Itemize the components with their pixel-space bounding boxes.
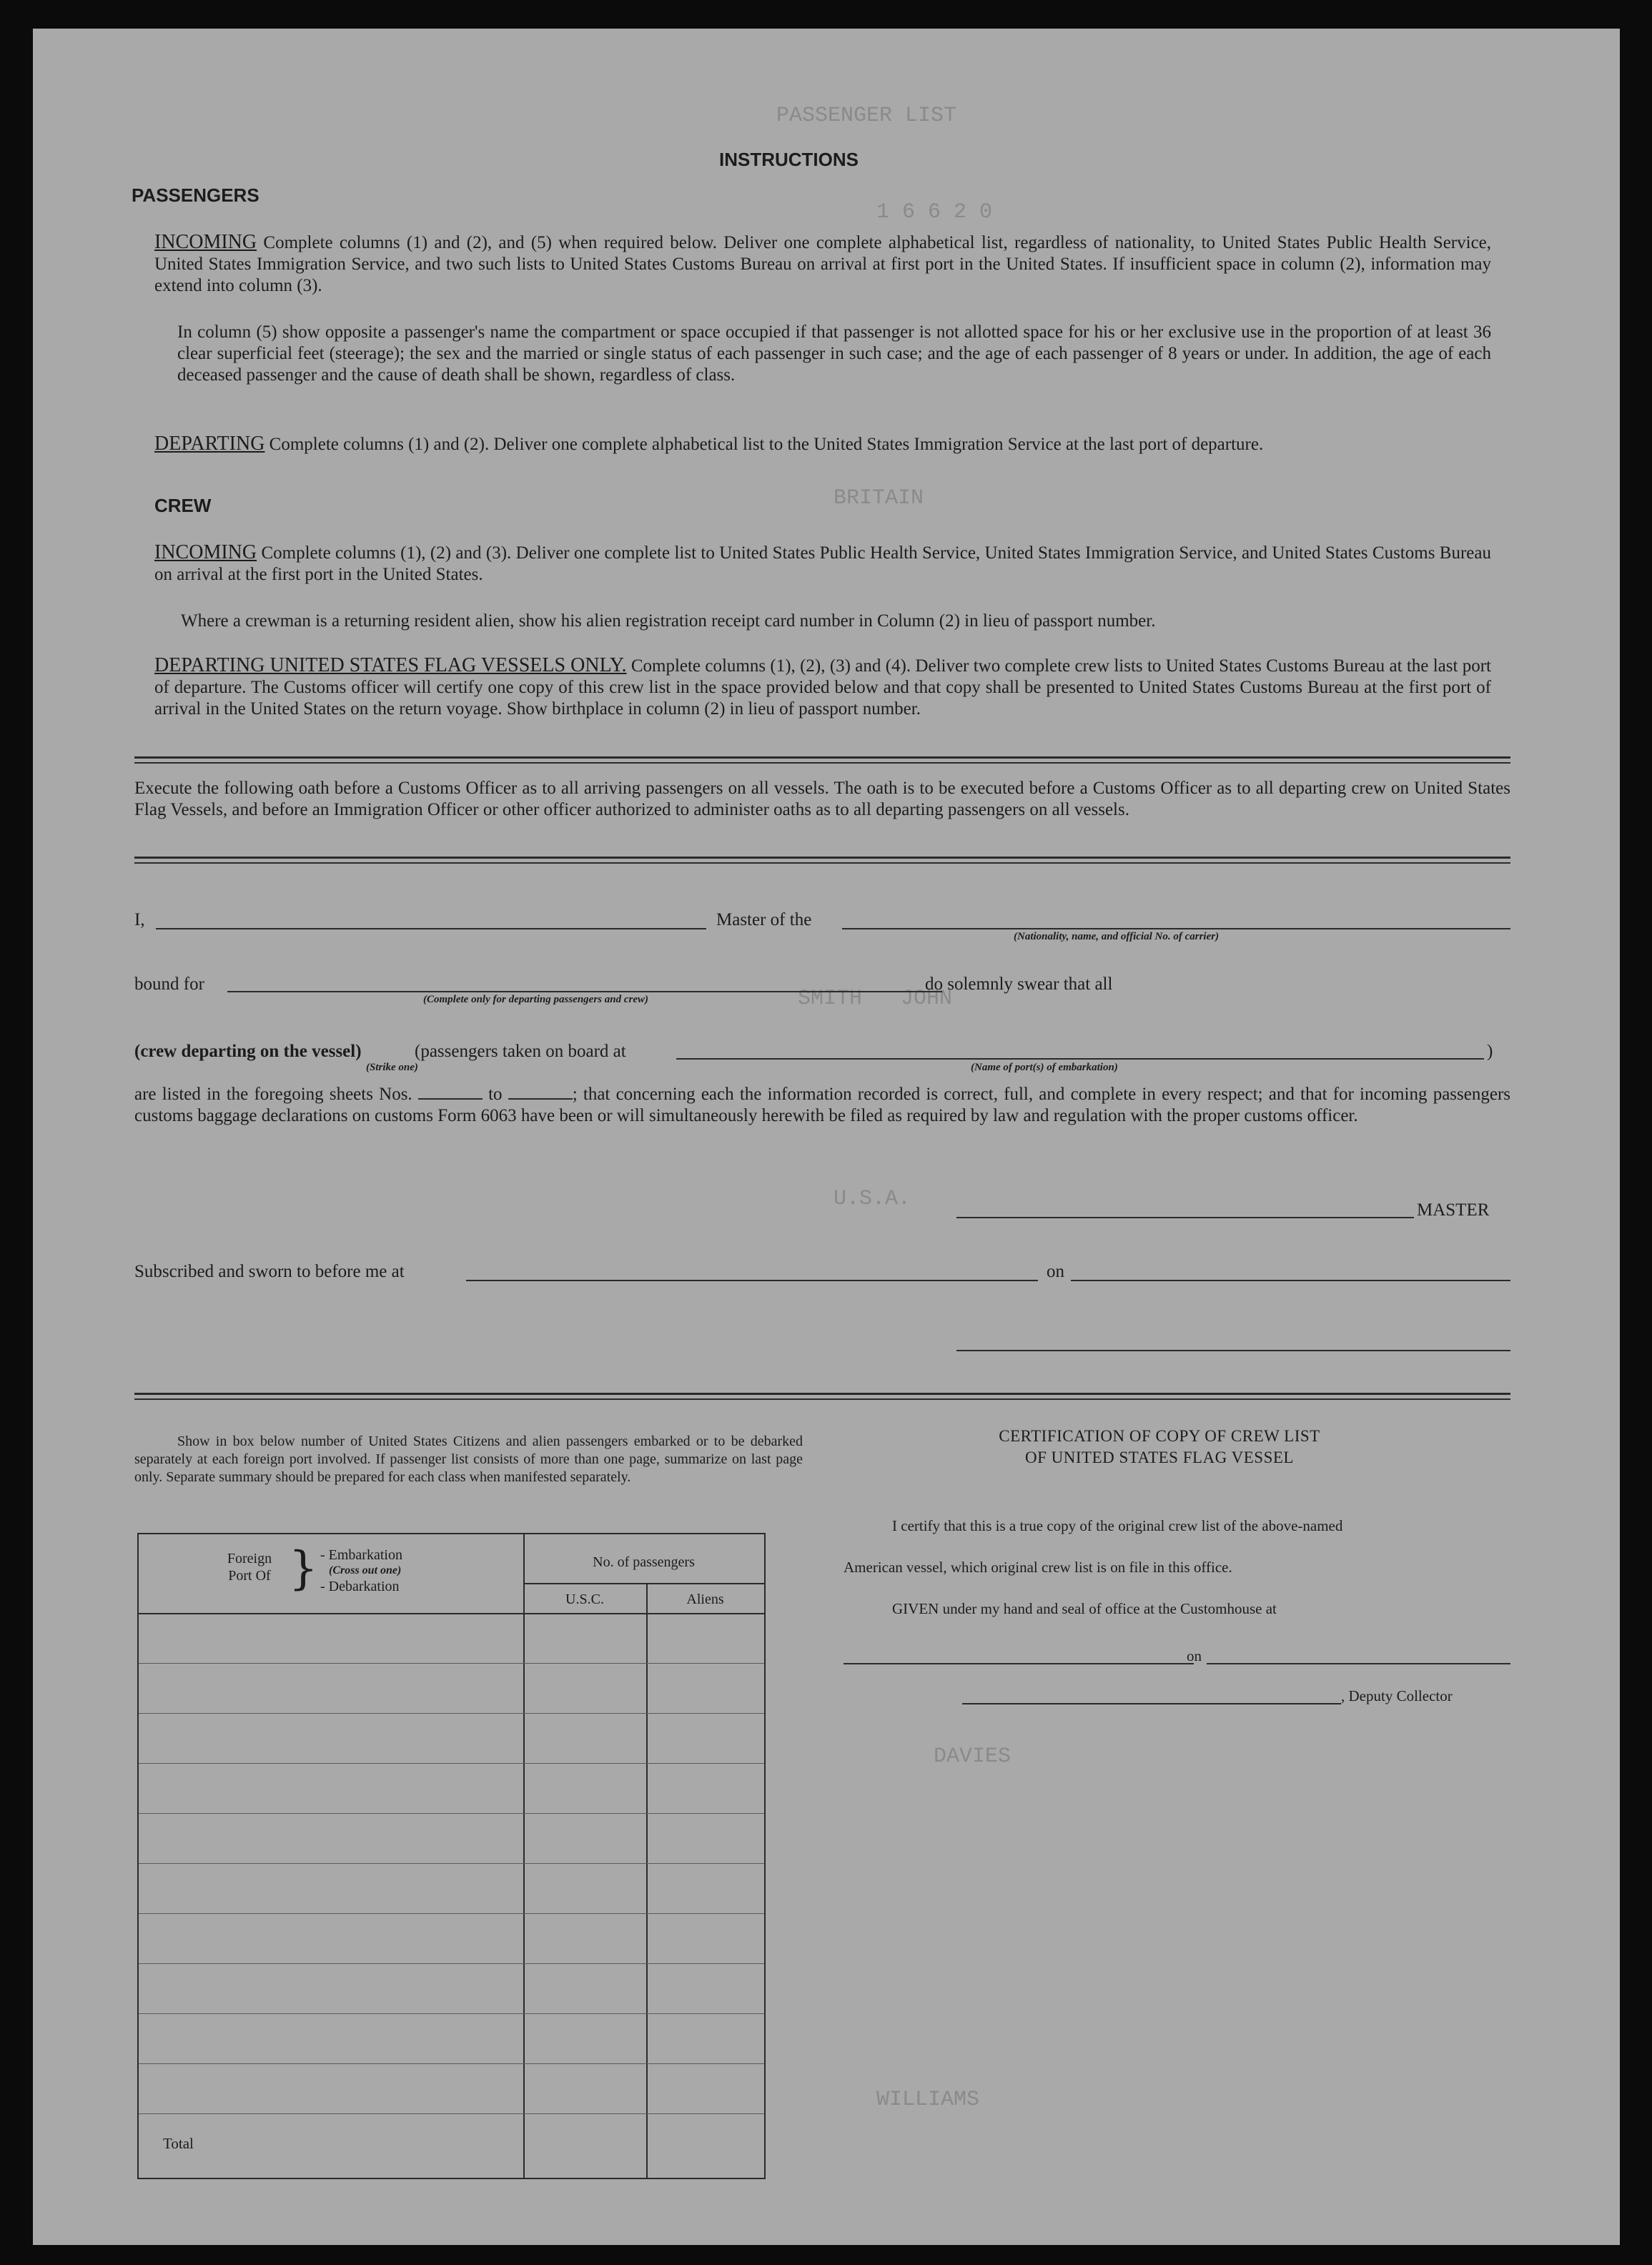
section-divider (134, 1393, 1510, 1395)
crew-departing-option[interactable]: (crew departing on the vessel) (134, 1042, 362, 1061)
carrier-caption: (Nationality, name, and official No. of carrier) (1014, 931, 1220, 942)
embarkation-port-field[interactable] (676, 1058, 1484, 1060)
section-divider (134, 762, 1510, 764)
departing-flag-text: Complete columns (1), (2), (3) and (4). Deliver two complete crew lists to United States Customs Bureau at the last port of departure. The Customs officer will certify one copy of this crew list in the space provided below and that copy shall be presented to United States Customs Bureau at the first port of arrival in the United States on the return voyage. Show birthplace in column (2) in lieu of passport number. (154, 656, 1492, 719)
column-5-paragraph: In column (5) show opposite a passenger's name the compartment or space occupied if that passenger is not allotted space for his or her exclusive use in the proportion of at least 36 clear superficial feet (steerage); the sex and the married or single status of each passenger in such case; and the age of each passenger of 8 years or under. In addition, the age of each deceased passenger and the cause of death shall be shown, regardless of class. (177, 322, 1491, 385)
sheet-from-field[interactable] (418, 1085, 483, 1100)
cert-date-field[interactable] (1207, 1663, 1510, 1664)
departing-flag-paragraph (154, 655, 1491, 720)
departing-flag-label: DEPARTING UNITED STATES FLAG VESSELS ONLY. (154, 654, 627, 676)
bracket-icon: } (289, 1542, 318, 1595)
bound-for-label: bound for (134, 974, 204, 994)
crew-incoming-paragraph (154, 542, 1491, 586)
embarkation-label: - Embarkation (320, 1547, 402, 1563)
master-of-the-label: Master of the (716, 910, 812, 929)
certify-line-2: American vessel, which original crew list is on file in this office. (844, 1559, 1232, 1576)
departing-passengers-paragraph (154, 433, 1491, 455)
section-divider (134, 862, 1510, 864)
carrier-field[interactable] (842, 928, 1510, 929)
total-label: Total (163, 2135, 194, 2152)
crew-incoming-label: INCOMING (154, 541, 257, 563)
passengers-heading: PASSENGERS (132, 184, 259, 206)
sworn-on-label: on (1047, 1262, 1064, 1281)
summary-instruction: Show in box below number of United States Citizens and alien passengers embarked or to be debarked separately at each foreign port involved. If passenger list consists of more than one page, summarize on last page only. Separate summary should be prepared for each class when manifested separately. (134, 1433, 803, 1485)
debarkation-label: - Debarkation (320, 1579, 400, 1594)
certify-line-1: I certify that this is a true copy of the original crew list of the above-named (892, 1517, 1343, 1534)
listed-paragraph (134, 1084, 1510, 1127)
deputy-collector-label: , Deputy Collector (1341, 1687, 1453, 1704)
instructions-title: INSTRUCTIONS (719, 149, 859, 170)
crew-heading: CREW (154, 495, 212, 516)
listed-text: are listed in the foregoing sheets Nos. (134, 1085, 412, 1104)
section-divider (134, 857, 1510, 859)
form-sheet: PASSENGER LIST 1 6 6 2 0 BRITAIN SMITH JOHN U.S.A. DAVIES WILLIAMS INSTRUCTIONS PASSENGERS INCOMING Complete columns (1) and (2), and (5) when required below. Deliver one complete alphabetical list, regardless of nationality, to United States Public Health Service, United States Immigration Service, and two such lists to United States Customs Bureau on arrival at first port in the United States. If insufficient space in column (2), information may extend into column (3). In column (5) show opposite a passenger's name the compartment or space occupied if that passenger is not allotted space for his or her exclusive use in the proportion of at least 36 clear superficial feet (steerage); the sex and the married or single status of each passenger in such case; and the age of each passenger of 8 years or under. In addition, the age of each deceased passenger and the cause of death shall be shown, regardless of class. DEPARTING Complete columns (1) and (2). Deliver one complete alphabetical list to the United States Immigration Service at the last port of departure. CREW INCOMING Complete columns (1), (2) and (3). Deliver one complete list to United States Public Health Service, United States Immigration Service, and United States Customs Bureau on arrival at the first port in the United States. Where a crewman is a returning resident alien, show his alien registration receipt card number in Column (2) in lieu of passport number. DEPARTING UNITED STATES FLAG VESSELS ONLY. Complete columns (1), (2), (3) and (4). Deliver two complete crew lists to United States Customs Bureau at the last port of departure. The Customs officer will certify one copy of this crew list in the space provided below and that copy shall be presented to United States Customs Bureau at the first port of arrival in the United States on the return voyage. Show birthplace in column (2) in lieu of passport number. Execute the following oath before a Customs Officer as to all arriving passengers on all vessels. The oath is to be executed before a Customs Officer as to all departing crew on United States Flag Vessels, and before an Immigration Officer or other officer authorized to administer oaths as to all departing passengers on all vessels. I, Master of the (Nationality, name, and official No. of carrier) bound for (Complete only for departing passengers and crew) do solemnly swear that all (crew departing on the vessel) (passengers taken on board at ) (Strike one) (Name of port(s) of embarkation) are listed in the foregoing sheets Nos. to ; that concerning each the information recorded is correct, full, and complete in every respect; and that for incoming passengers customs baggage declarations on customs Form 6063 have been or will simultaneously herewith be filed as required by law and regulation with the proper customs officer. MASTER Subscribed and sworn to before me at on Show in box below number of United States Citizens and alien passengers embarked or to be debarked separately at each foreign port involved. If passenger list consists of more than one page, summarize on last page only. Separate summary should be prepared for each class when manifested separately. Foreign Port Of } - Embarkation (Cross out one) - Debarkation No. of passengers U.S.C. Aliens Total CERTIFICATION OF COPY OF CREW LIST OF UNITED STATES FLAG VESSEL I certify that this is a true copy of the original crew list of the above-named American vessel, which original crew list is on file in this office. GIVEN under my hand and seal of office at the Customhouse at on , Deputy Collector (33, 29, 1620, 2245)
cross-out-caption: (Cross out one) (329, 1564, 402, 1576)
section-divider (134, 756, 1510, 759)
strike-one-caption: (Strike one) (366, 1062, 418, 1073)
crew-incoming-text: Complete columns (1), (2) and (3). Deliver one complete list to United States Public Health Service, United States Immigration Service, and United States Customs Bureau on arrival at the first port in the United States. (154, 543, 1491, 584)
given-line: GIVEN under my hand and seal of office at the Customhouse at (892, 1600, 1277, 1617)
master-label: MASTER (1417, 1200, 1490, 1220)
master-signature-field[interactable] (956, 1217, 1414, 1218)
incoming-passengers-paragraph (154, 232, 1491, 297)
sworn-date-field[interactable] (1071, 1280, 1510, 1281)
passenger-summary-table (137, 1533, 766, 2179)
no-of-passengers-label: No. of passengers (593, 1554, 695, 1570)
close-paren: ) (1487, 1042, 1493, 1061)
master-name-field[interactable] (156, 928, 706, 929)
passengers-taken-option[interactable]: (passengers taken on board at (415, 1042, 626, 1061)
departing-label: DEPARTING (154, 433, 265, 455)
certification-title-1: CERTIFICATION OF COPY OF CREW LIST (999, 1427, 1320, 1445)
usc-column-header: U.S.C. (565, 1592, 604, 1607)
swear-text: do solemnly swear that all (925, 974, 1113, 994)
foreign-port-of-label: Foreign Port Of (227, 1551, 272, 1584)
listed-rest: ; that concerning each the information recorded is correct, full, and complete in every respect; and that for incoming passengers customs baggage declarations on customs Form 6063 have been or will simultaneously herewith be filed as required by law and regulation with the proper customs officer. (134, 1085, 1510, 1125)
subscribed-text: Subscribed and sworn to before me at (134, 1262, 405, 1281)
bound-for-caption: (Complete only for departing passengers and crew) (423, 994, 648, 1005)
sworn-place-field[interactable] (466, 1280, 1038, 1281)
port-caption: (Name of port(s) of embarkation) (971, 1062, 1118, 1073)
officer-signature-field[interactable] (956, 1350, 1510, 1351)
cert-on-label: on (1187, 1647, 1202, 1664)
crewman-paragraph: Where a crewman is a returning resident alien, show his alien registration receipt card number in Column (2) in lieu of passport number. (181, 611, 1156, 631)
incoming-label: INCOMING (154, 231, 257, 253)
oath-intro: Execute the following oath before a Customs Officer as to all arriving passengers on all vessels. The oath is to be executed before a Customs Officer as to all departing crew on United States Flag Vessels, and before an Immigration Officer or other officer authorized to administer oaths as to all departing passengers on all vessels. (134, 779, 1510, 819)
to-text: to (488, 1085, 503, 1104)
incoming-text: Complete columns (1) and (2), and (5) when required below. Deliver one complete alphabetical list, regardless of nationality, to United States Public Health Service, United States Immigration Service, and two such lists to United States Customs Bureau on arrival at first port in the United States. If insufficient space in column (2), information may extend into column (3). (154, 233, 1492, 295)
aliens-column-header: Aliens (686, 1592, 724, 1607)
section-divider (134, 1398, 1510, 1400)
customhouse-field[interactable] (844, 1663, 1194, 1664)
certification-title-2: OF UNITED STATES FLAG VESSEL (1025, 1449, 1294, 1466)
deputy-signature-field[interactable] (962, 1703, 1341, 1704)
i-label: I, (134, 910, 145, 929)
departing-text: Complete columns (1) and (2). Deliver one complete alphabetical list to the United States Immigration Service at the last port of departure. (269, 435, 1264, 454)
sheet-to-field[interactable] (508, 1085, 573, 1100)
bound-for-field[interactable] (227, 991, 942, 992)
